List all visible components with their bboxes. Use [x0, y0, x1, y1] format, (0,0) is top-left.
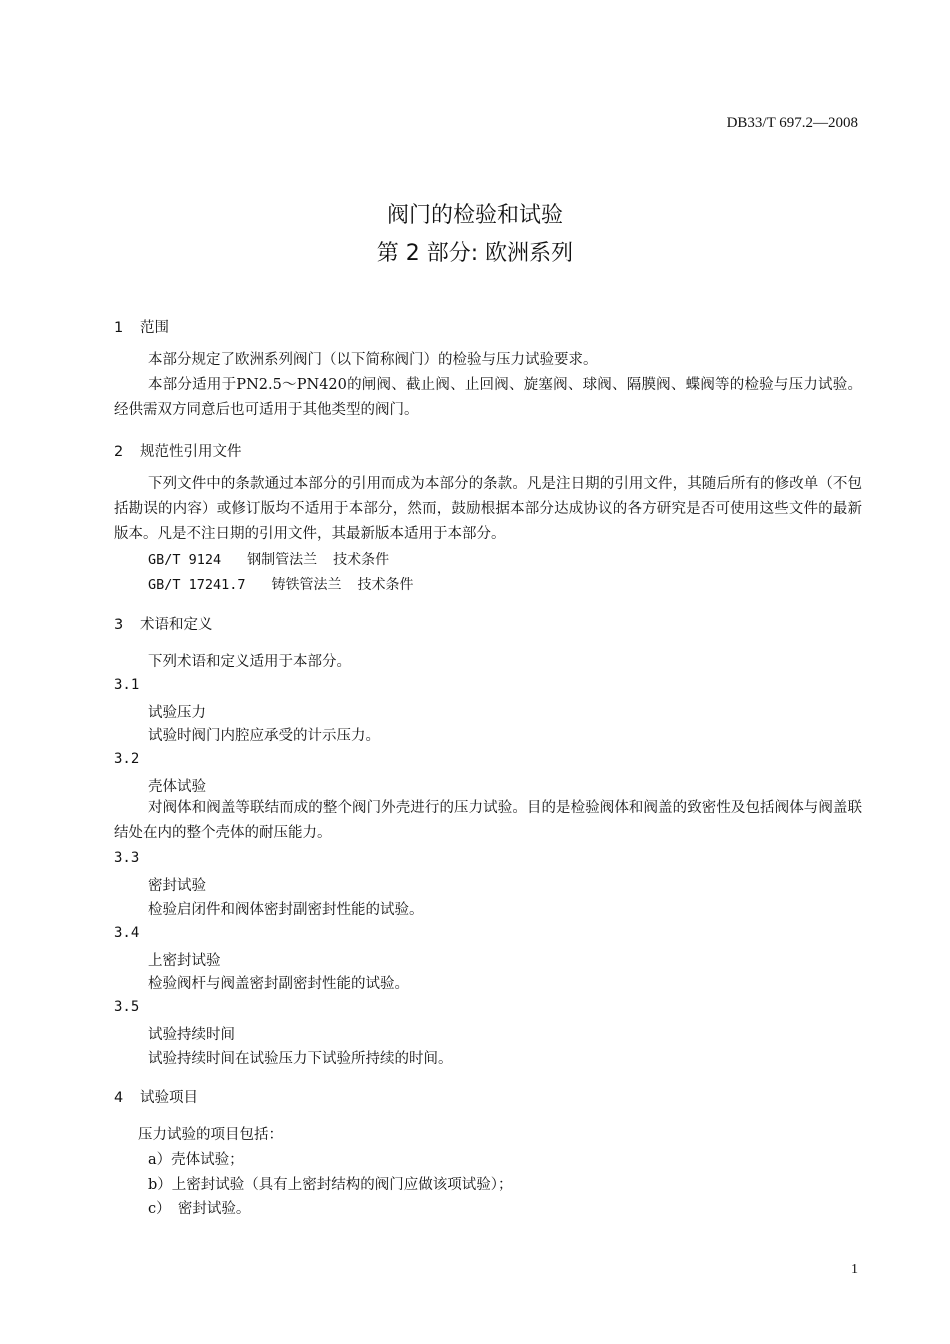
section-3-intro: 下列术语和定义适用于本部分。: [148, 654, 351, 670]
section-2-para-1: 下列文件中的条款通过本部分的引用而成为本部分的条款。凡是注日期的引用文件，其随后所有的修改单（不包括勘误的内容）或修订版均不适用于本部分，然而，鼓励根据本部分达成协议的各方研究是否可使用这些文件的最新版本。凡是不注日期的引用文件，其最新版本适用于本部分。: [114, 476, 862, 542]
section-title: 试验项目: [140, 1090, 198, 1106]
section-4-heading: [114, 1086, 198, 1107]
section-1-para-1: 本部分规定了欧洲系列阀门（以下简称阀门）的检验与压力试验要求。: [148, 352, 598, 368]
reference-item: [148, 574, 414, 594]
term-title: 试验压力: [148, 705, 206, 721]
term-number: 3.1: [114, 677, 140, 693]
term-title: 壳体试验: [148, 779, 206, 795]
reference-item: [148, 549, 389, 569]
term-number: 3.2: [114, 751, 140, 767]
term-title: 密封试验: [148, 878, 206, 894]
page-number: 1: [851, 1262, 858, 1277]
term-title: 上密封试验: [148, 953, 221, 969]
list-item: a）壳体试验；: [148, 1152, 244, 1168]
reference-name: 铸铁管法兰: [271, 577, 342, 593]
term-definition: 试验时阀门内腔应承受的计示压力。: [148, 728, 380, 744]
doc-title-line2: 第 2 部分: 欧洲系列: [376, 241, 574, 266]
list-item: c） 密封试验。: [148, 1201, 251, 1217]
section-number: 2: [114, 444, 124, 460]
term-number: 3.3: [114, 850, 140, 866]
section-number: 1: [114, 320, 124, 336]
term-definition-rest: 在试验压力下试验所持续的时间。: [235, 1051, 453, 1067]
doc-title-line1: 阀门的检验和试验: [386, 203, 563, 228]
term-definition: 检验启闭件和阀体密封副密封性能的试验。: [148, 902, 424, 918]
reference-desc: 技术条件: [333, 552, 390, 568]
term-definition: 对阀体和阀盖等联结而成的整个阀门外壳进行的压力试验。目的是检验阀体和阀盖的致密性及包括阀体与阀盖联结处在内的整个壳体的耐压能力。: [114, 800, 862, 841]
list-item: b）上密封试验（具有上密封结构的阀门应做该项试验）；: [148, 1177, 513, 1193]
section-number: 3: [114, 617, 124, 633]
term-definition: [148, 1047, 453, 1068]
term-definition: 检验阀杆与阀盖密封副密封性能的试验。: [148, 976, 409, 992]
section-1-para-2: 本部分适用于PN2.5～PN420的闸阀、截止阀、止回阀、旋塞阀、球阀、隔膜阀、蝶阀等的检验与压力试验。经供需双方同意后也可适用于其他类型的阀门。: [114, 377, 862, 418]
term-definition-bold: 试验持续时间: [148, 1051, 235, 1067]
term-number: 3.4: [114, 925, 140, 941]
reference-code: GB/T 9124: [148, 552, 222, 568]
section-title: 规范性引用文件: [140, 444, 242, 460]
term-number: 3.5: [114, 999, 140, 1015]
section-2-heading: [114, 440, 242, 461]
section-3-heading: [114, 613, 213, 634]
reference-name: 钢制管法兰: [247, 552, 318, 568]
section-title: 范围: [140, 320, 169, 336]
section-number: 4: [114, 1090, 124, 1106]
section-title: 术语和定义: [140, 617, 213, 633]
section-1-heading: [114, 316, 169, 337]
reference-desc: 技术条件: [357, 577, 414, 593]
section-4-intro: 压力试验的项目包括：: [138, 1127, 283, 1143]
reference-code: GB/T 17241.7: [148, 577, 246, 593]
term-title: 试验持续时间: [148, 1027, 235, 1043]
standard-code: DB33/T 697.2—2008: [726, 115, 858, 131]
